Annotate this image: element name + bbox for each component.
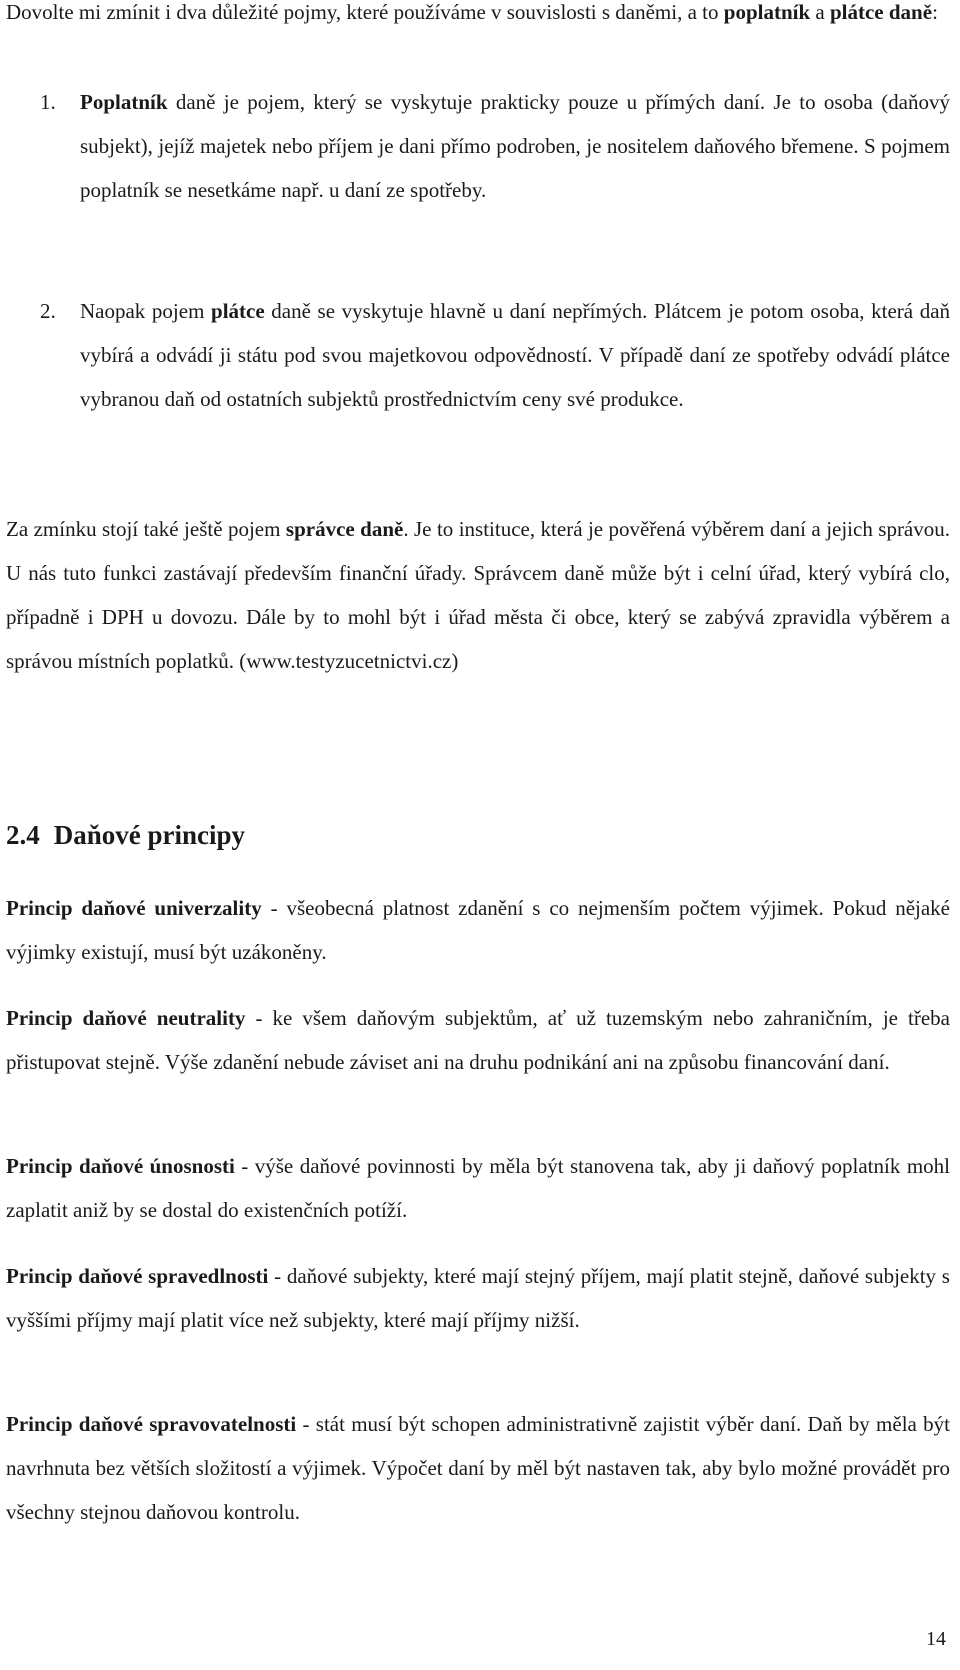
principle-universality: [6, 886, 950, 974]
term-platce-def: plátce: [211, 299, 265, 323]
principle-text: - ke všem daňovým subjektům, ať už tuzemským nebo zahraničním, je třeba přistupovat stejně. Výše zdanění nebude záviset ani na druhu podnikání ani na způsobu financování daní.: [6, 1006, 950, 1074]
term-platce-dane: plátce daně: [829, 0, 933, 24]
principle-neutrality: [6, 996, 950, 1084]
list-item-2-body: daně se vyskytuje hlavně u daní nepřímých. Plátcem je potom osoba, která daň vybírá a odvádí ji státu pod svou majetkovou odpovědností. V případě daní ze spotřeby odvádí plátce vybranou daň od ostatních subjektů prostřednictvím ceny své produkce.: [80, 299, 951, 411]
spravce-lead: Za zmínku stojí také ještě pojem: [6, 517, 286, 541]
spravce-body: . Je to instituce, která je pověřená výběrem daní a jejich správou. U nás tuto funkci zastávají především finanční úřady. Správcem daně může být i celní úřad, který vybírá clo, případně i DPH u dovozu. Dále by to mohl být i úřad města či obce, který se zabývá zpravidla výběrem a správou místních poplatků. (www.testyzucetnictvi.cz): [6, 517, 951, 673]
principle-spravovatelnost: [6, 1402, 950, 1534]
principle-name: Princip daňové únosnosti: [6, 1154, 235, 1178]
list-item-2-text: [80, 289, 950, 421]
list-item-1-body: daně je pojem, který se vyskytuje prakticky pouze u přímých daní. Je to osoba (daňový subjekt), jejíž majetek nebo příjem je dani přímo podroben, je nositelem daňového břemene. S pojmem poplatník se nesetkáme např. u daní ze spotřeby.: [80, 90, 950, 202]
principle-text: - všeobecná platnost zdanění s co nejmenším počtem výjimek. Pokud nějaké výjimky existují, musí být uzákoněny.: [6, 896, 951, 964]
list-number: 1.: [40, 90, 56, 114]
list-item-1-text: [80, 80, 950, 212]
list-item-2: [40, 289, 950, 421]
principle-text: - daňové subjekty, které mají stejný příjem, mají platit stejně, daňové subjekty s vyššími příjmy mají platit více než subjekty, které mají příjmy nižší.: [6, 1264, 950, 1332]
principle-name: Princip daňové spravedlnosti: [6, 1264, 269, 1288]
intro-text: Dovolte mi zmínit i dva důležité pojmy, které používáme v souvislosti s daněmi, a to: [6, 0, 724, 24]
list-item-2-lead: Naopak pojem: [80, 299, 212, 323]
principle-text: - výše daňové povinnosti by měla být stanovena tak, aby ji daňový poplatník mohl zaplatit aniž by se dostal do existenčních potíží.: [6, 1154, 950, 1222]
principle-name: Princip daňové neutrality: [6, 1006, 246, 1030]
principle-spravedlnost: [6, 1254, 950, 1342]
section-number: 2.4: [6, 820, 40, 850]
intro-paragraph: [6, 0, 950, 34]
list-number: 2.: [40, 299, 56, 323]
term-spravce-dane: správce daně: [285, 517, 404, 541]
intro-text-3: :: [932, 0, 938, 24]
section-heading: [6, 815, 245, 855]
section-title: Daňové principy: [53, 820, 246, 850]
spravce-paragraph: [6, 507, 950, 683]
page-number: 14: [926, 1628, 946, 1650]
principle-name: Princip daňové spravovatelnosti: [6, 1412, 297, 1436]
term-poplatnik-def: Poplatník: [80, 90, 168, 114]
intro-text-2: a: [810, 0, 830, 24]
principle-text: - stát musí být schopen administrativně zajistit výběr daní. Daň by měla být navrhnuta bez větších složitostí a výjimek. Výpočet daní by měl být nastaven tak, aby bylo možné provádět pro všechny stejnou daňovou kontrolu.: [6, 1412, 950, 1524]
principle-unosnost: [6, 1144, 950, 1232]
term-poplatnik: poplatník: [723, 0, 811, 24]
list-item-1: [40, 80, 950, 212]
principle-name: Princip daňové univerzality: [6, 896, 262, 920]
